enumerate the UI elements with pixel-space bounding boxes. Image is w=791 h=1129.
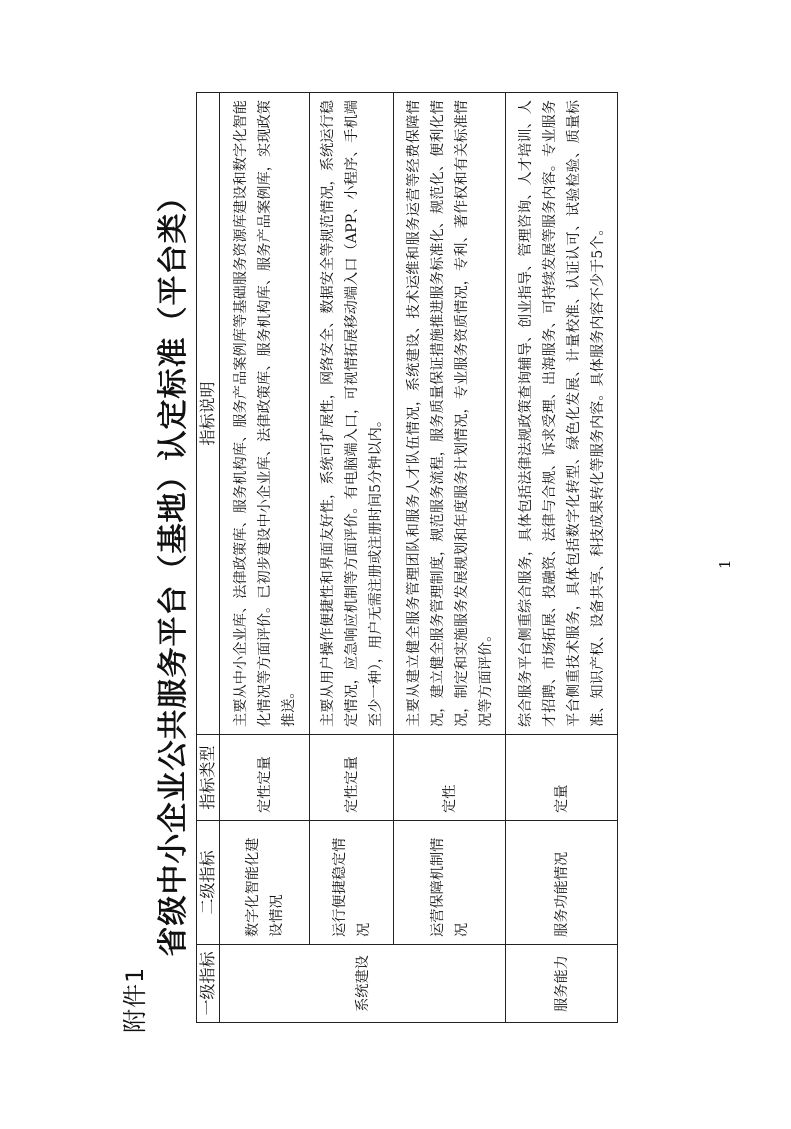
type-cell: 定性定量 <box>310 735 394 821</box>
header-level2: 二级指标 <box>197 821 220 945</box>
level2-cell: 服务功能情况 <box>506 821 618 945</box>
table-header-row <box>197 93 220 1023</box>
attachment-label: 附件1 <box>121 966 149 1033</box>
description-cell: 主要从建立健全服务管理团队和服务人才队伍情况，系统建设、技术运维和服务运营等经费保障情况，建立健全服务管理制度，规范服务流程，服务质量保证措施推进服务标准化、规范化、便利化情况，制定和实施服务发展规划和年度服务计划情况，专业服务资质情况，专利、著作权和有关标准情况等方面评价。 <box>394 93 506 735</box>
level1-cell: 系统建设 <box>220 945 506 1023</box>
header-level1: 一级指标 <box>197 945 220 1023</box>
level1-cell: 服务能力 <box>506 945 618 1023</box>
header-description: 指标说明 <box>197 93 220 735</box>
level2-cell: 数字化智能化建设情况 <box>220 821 310 945</box>
page-number: 1 <box>716 559 734 569</box>
description-cell: 主要从用户操作便捷性和界面友好性，系统可扩展性，网络安全、数据安全等规范情况，系统运行稳定情况，应急响应机制等方面评价。有电脑端入口，可视情拓展移动端入口（APP、小程序、手机端至少一种），用户无需注册或注册时间5分钟以内。 <box>310 93 394 735</box>
description-cell: 综合服务平台侧重综合服务，具体包括法律法规政策查询辅导、创业指导、管理咨询、人才培训、人才招聘、市场拓展、投融资、法律与合规、诉求受理、出海服务、可持续发展等服务内容。专业服务平台侧重技术服务，具体包括数字化转型、绿色化发展、计量校准、认证认可、试验检验、质量标准、知识产权、设备共享、科技成果转化等服务内容。具体服务内容不少于5个。 <box>506 93 618 735</box>
type-cell: 定性定量 <box>220 735 310 821</box>
level2-cell: 运行便捷稳定情况 <box>310 821 394 945</box>
criteria-table <box>196 92 618 1023</box>
description-cell: 主要从中小企业库、法律政策库、服务机构库、服务产品案例库等基础服务资源库建设和数字化智能化情况等方面评价。已初步建设中小企业库、法律政策库、服务机构库、服务产品案例库，实现政策推送。 <box>220 93 310 735</box>
header-type: 指标类型 <box>197 735 220 821</box>
level2-cell: 运营保障机制情况 <box>394 821 506 945</box>
table-row <box>506 93 618 1023</box>
table-row <box>310 93 394 1023</box>
page-title: 省级中小企业公共服务平台（基地）认定标准（平台类） <box>156 181 191 957</box>
table-row <box>394 93 506 1023</box>
type-cell: 定量 <box>506 735 618 821</box>
type-cell: 定性 <box>394 735 506 821</box>
table-row <box>220 93 310 1023</box>
